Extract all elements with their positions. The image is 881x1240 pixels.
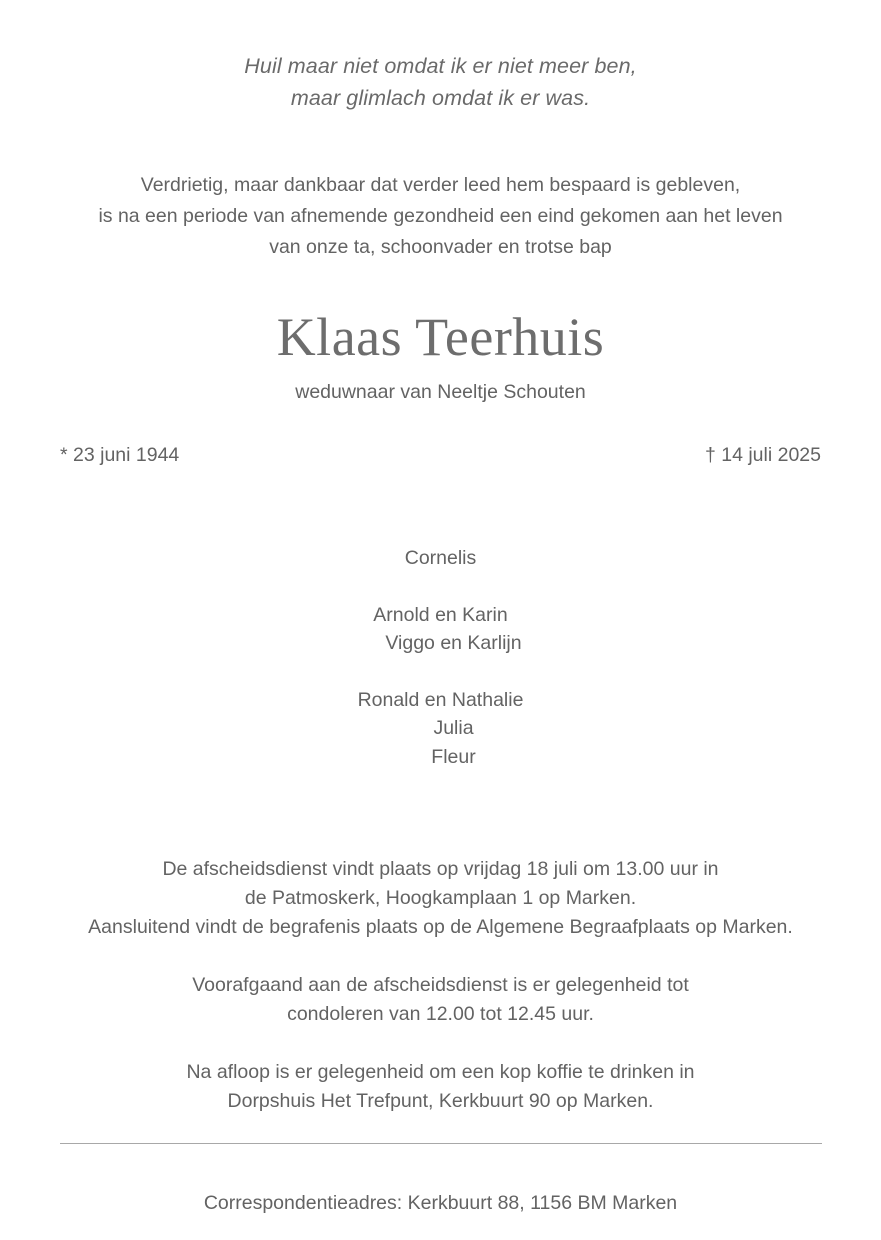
family-parents: Ronald en Nathalie [357, 688, 524, 711]
poem-line-2: maar glimlach omdat ik er was. [290, 86, 591, 110]
life-dates [0, 405, 881, 468]
reception-line-1: Na afloop is er gelegenheid om een kop koffie te drinken in [186, 1061, 695, 1083]
condolence-line-1: Voorafgaand aan de afscheidsdienst is er gelegenheid tot [192, 974, 689, 996]
service-block-reception [0, 1058, 881, 1116]
service-block-condolence [0, 971, 881, 1029]
family-group [0, 686, 881, 772]
death-date: † 14 juli 2025 [704, 444, 821, 466]
deceased-name: Klaas Teerhuis [276, 307, 605, 367]
spouse-relation: weduwnaar van Neeltje Schouten [295, 381, 586, 403]
announcement-text [0, 114, 881, 263]
ceremony-line-3: Aansluitend vindt de begrafenis plaats op de Algemene Begraafplaats op Marken. [88, 916, 793, 938]
correspondence-address: Correspondentieadres: Kerkbuurt 88, 1156 BM Marken [203, 1192, 678, 1214]
family-children [0, 629, 881, 658]
family-group [0, 544, 881, 573]
announcement-line-1: Verdrietig, maar dankbaar dat verder leed hem bespaard is gebleven, [140, 174, 741, 196]
ceremony-line-1: De afscheidsdienst vindt plaats op vrijdag 18 juli om 13.00 uur in [162, 858, 719, 880]
family-group [0, 601, 881, 658]
announcement-line-3: van onze ta, schoonvader en trotse bap [269, 236, 612, 258]
family-child: Fleur [431, 745, 476, 768]
service-block-ceremony [0, 855, 881, 942]
poem-line-1: Huil maar niet omdat ik er niet meer ben, [244, 54, 637, 78]
reception-line-2: Dorpshuis Het Trefpunt, Kerkbuurt 90 op Marken. [227, 1090, 654, 1112]
condolence-line-2: condoleren van 12.00 tot 12.45 uur. [287, 1003, 594, 1025]
birth-date: * 23 juni 1944 [60, 444, 180, 466]
family-child: Viggo en Karlijn [385, 632, 522, 654]
family-children [0, 714, 881, 771]
family-child: Julia [433, 717, 474, 739]
service-details [0, 771, 881, 1116]
ceremony-line-2: de Patmoskerk, Hoogkamplaan 1 op Marken. [244, 887, 637, 909]
family-list [0, 468, 881, 771]
announcement-line-2: is na een periode van afnemende gezondheid een eind gekomen aan het leven [98, 205, 783, 227]
family-parents: Cornelis [404, 547, 477, 569]
family-parents: Arnold en Karin [373, 603, 508, 626]
poem-verse [0, 0, 881, 114]
